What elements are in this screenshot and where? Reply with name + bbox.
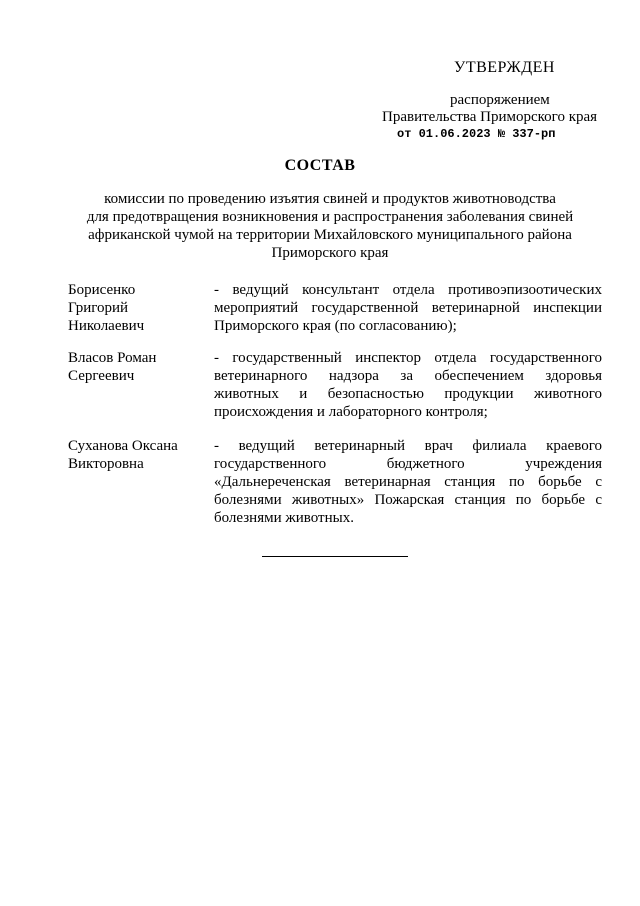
member-role-line: ветеринарного надзора за обеспечением здоровья — [214, 368, 602, 384]
closing-rule — [262, 556, 408, 557]
member-role-line: государственного бюджетного учреждения — [214, 456, 602, 472]
member-role — [214, 437, 602, 527]
member-role-line: происхождения и лабораторного контроля; — [214, 404, 488, 420]
member-role-line: - государственный инспектор отдела государственного — [214, 350, 602, 366]
subtitle-line: Приморского края — [271, 245, 389, 261]
approval-by-order: распоряжением — [450, 92, 550, 108]
member-name — [68, 437, 208, 473]
member-name-line: Григорий — [68, 300, 129, 316]
member-role-line: «Дальнереченская ветеринарная станция по борьбе с — [214, 474, 602, 490]
member-name-line: Борисенко — [68, 282, 136, 298]
order-reference: от 01.06.2023 № 337-рп — [397, 127, 556, 141]
member-role-line: животных и безопасностью продукции животного — [214, 386, 602, 402]
document-title: СОСТАВ — [284, 157, 356, 174]
member-name — [68, 349, 208, 385]
approval-government: Правительства Приморского края — [382, 109, 598, 125]
document-subtitle — [60, 190, 600, 262]
member-name-line: Суханова Оксана — [68, 438, 178, 454]
subtitle-line: комиссии по проведению изъятия свиней и продуктов животноводства — [104, 191, 556, 207]
member-name-line: Власов Роман — [68, 350, 157, 366]
member-name-line: Николаевич — [68, 318, 145, 334]
subtitle-line: для предотвращения возникновения и распространения заболевания свиней — [86, 209, 574, 225]
member-role — [214, 349, 602, 421]
member-role-line: - ведущий консультант отдела противоэпизоотических — [214, 282, 602, 298]
subtitle-line: африканской чумой на территории Михайловского муниципального района — [88, 227, 572, 243]
member-name-line: Викторовна — [68, 456, 144, 472]
member-role-line: болезнями животных. — [214, 510, 354, 526]
member-role — [214, 281, 602, 335]
member-role-line: Приморского края (по согласованию); — [214, 318, 457, 334]
member-role-line: мероприятий государственной ветеринарной инспекции — [214, 300, 602, 316]
member-name — [68, 281, 208, 335]
member-role-line: болезнями животных» Пожарская станция по борьбе с — [214, 492, 602, 508]
approved-heading: УТВЕРЖДЕН — [454, 59, 555, 76]
member-name-line: Сергеевич — [68, 368, 135, 384]
member-role-line: - ведущий ветеринарный врач филиала краевого — [214, 438, 602, 454]
